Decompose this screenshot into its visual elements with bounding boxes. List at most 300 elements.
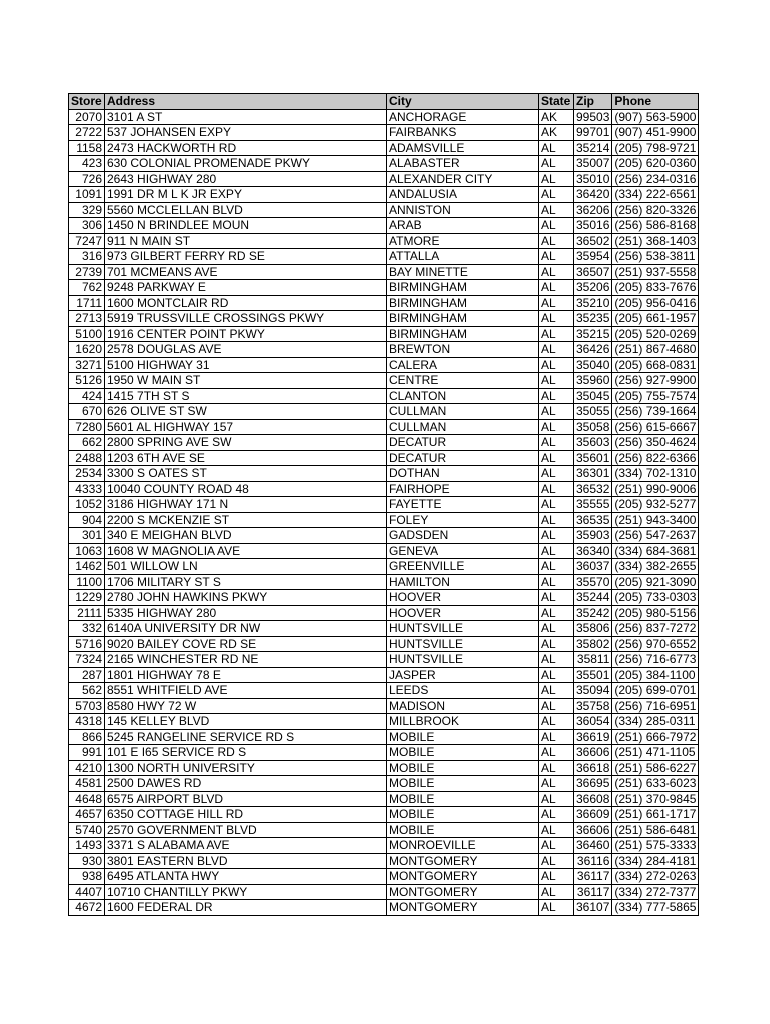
cell-city: DOTHAN [387, 466, 539, 482]
cell-zip: 36532 [574, 481, 612, 497]
cell-phone: (251) 370-9845 [612, 791, 699, 807]
cell-address: 1300 NORTH UNIVERSITY [105, 760, 387, 776]
cell-store: 2488 [69, 450, 105, 466]
cell-address: 5919 TRUSSVILLE CROSSINGS PKWY [105, 311, 387, 327]
cell-phone: (205) 520-0269 [612, 326, 699, 342]
cell-store: 2534 [69, 466, 105, 482]
cell-address: 2780 JOHN HAWKINS PKWY [105, 590, 387, 606]
cell-city: MONROEVILLE [387, 838, 539, 854]
cell-zip: 36054 [574, 714, 612, 730]
cell-city: HAMILTON [387, 574, 539, 590]
cell-store: 2722 [69, 125, 105, 141]
cell-state: AL [539, 280, 574, 296]
cell-store: 329 [69, 202, 105, 218]
cell-address: 2643 HIGHWAY 280 [105, 171, 387, 187]
table-row [69, 838, 699, 854]
table-row [69, 760, 699, 776]
header-phone: Phone [612, 94, 699, 110]
cell-store: 1063 [69, 543, 105, 559]
cell-phone: (251) 368-1403 [612, 233, 699, 249]
cell-zip: 35040 [574, 357, 612, 373]
table-row [69, 884, 699, 900]
table-row [69, 466, 699, 482]
cell-phone: (334) 777-5865 [612, 900, 699, 916]
cell-phone: (334) 284-4181 [612, 853, 699, 869]
cell-state: AL [539, 404, 574, 420]
cell-store: 316 [69, 249, 105, 265]
cell-store: 5716 [69, 636, 105, 652]
cell-state: AL [539, 187, 574, 203]
table-row [69, 621, 699, 637]
cell-zip: 36301 [574, 466, 612, 482]
cell-city: BIRMINGHAM [387, 311, 539, 327]
cell-state: AL [539, 822, 574, 838]
cell-zip: 35811 [574, 652, 612, 668]
cell-address: 5335 HIGHWAY 280 [105, 605, 387, 621]
cell-zip: 35954 [574, 249, 612, 265]
cell-city: ATTALLA [387, 249, 539, 265]
cell-phone: (256) 234-0316 [612, 171, 699, 187]
cell-zip: 35007 [574, 156, 612, 172]
cell-city: HOOVER [387, 590, 539, 606]
cell-state: AL [539, 543, 574, 559]
cell-phone: (334) 382-2655 [612, 559, 699, 575]
table-row [69, 388, 699, 404]
cell-store: 1091 [69, 187, 105, 203]
table-row [69, 590, 699, 606]
cell-state: AL [539, 900, 574, 916]
cell-address: 1950 W MAIN ST [105, 373, 387, 389]
cell-state: AL [539, 714, 574, 730]
cell-store: 424 [69, 388, 105, 404]
cell-zip: 36340 [574, 543, 612, 559]
cell-state: AL [539, 729, 574, 745]
cell-address: 10040 COUNTY ROAD 48 [105, 481, 387, 497]
cell-state: AL [539, 853, 574, 869]
cell-city: CULLMAN [387, 404, 539, 420]
cell-city: BREWTON [387, 342, 539, 358]
cell-address: 2578 DOUGLAS AVE [105, 342, 387, 358]
cell-state: AL [539, 807, 574, 823]
cell-phone: (256) 350-4624 [612, 435, 699, 451]
cell-phone: (251) 666-7972 [612, 729, 699, 745]
cell-store: 4672 [69, 900, 105, 916]
cell-city: MOBILE [387, 776, 539, 792]
cell-city: HOOVER [387, 605, 539, 621]
header-zip: Zip [574, 94, 612, 110]
cell-zip: 36609 [574, 807, 612, 823]
cell-zip: 35235 [574, 311, 612, 327]
cell-phone: (251) 575-3333 [612, 838, 699, 854]
cell-store: 4581 [69, 776, 105, 792]
cell-zip: 36206 [574, 202, 612, 218]
cell-state: AL [539, 605, 574, 621]
cell-city: MADISON [387, 698, 539, 714]
cell-zip: 36608 [574, 791, 612, 807]
cell-store: 5740 [69, 822, 105, 838]
cell-address: 3801 EASTERN BLVD [105, 853, 387, 869]
cell-zip: 36420 [574, 187, 612, 203]
cell-zip: 35244 [574, 590, 612, 606]
header-state: State [539, 94, 574, 110]
table-row [69, 187, 699, 203]
cell-address: 2800 SPRING AVE SW [105, 435, 387, 451]
cell-phone: (907) 563-5900 [612, 109, 699, 125]
table-row [69, 683, 699, 699]
cell-address: 2500 DAWES RD [105, 776, 387, 792]
cell-store: 1493 [69, 838, 105, 854]
cell-state: AL [539, 667, 574, 683]
cell-store: 1711 [69, 295, 105, 311]
cell-state: AL [539, 233, 574, 249]
cell-address: 2473 HACKWORTH RD [105, 140, 387, 156]
cell-zip: 35206 [574, 280, 612, 296]
table-row [69, 543, 699, 559]
cell-store: 762 [69, 280, 105, 296]
cell-state: AL [539, 776, 574, 792]
table-row [69, 280, 699, 296]
cell-address: 5560 MCCLELLAN BLVD [105, 202, 387, 218]
cell-phone: (256) 716-6773 [612, 652, 699, 668]
cell-zip: 35603 [574, 435, 612, 451]
cell-state: AL [539, 636, 574, 652]
cell-city: ANDALUSIA [387, 187, 539, 203]
table-row [69, 636, 699, 652]
cell-phone: (251) 471-1105 [612, 745, 699, 761]
cell-phone: (251) 633-6023 [612, 776, 699, 792]
cell-address: 701 MCMEANS AVE [105, 264, 387, 280]
cell-store: 1158 [69, 140, 105, 156]
cell-city: MONTGOMERY [387, 900, 539, 916]
cell-state: AL [539, 590, 574, 606]
cell-city: ALABASTER [387, 156, 539, 172]
cell-state: AL [539, 698, 574, 714]
cell-zip: 35058 [574, 419, 612, 435]
cell-address: 2200 S MCKENZIE ST [105, 512, 387, 528]
cell-store: 2713 [69, 311, 105, 327]
cell-city: MILLBROOK [387, 714, 539, 730]
cell-city: MONTGOMERY [387, 869, 539, 885]
cell-address: 2570 GOVERNMENT BLVD [105, 822, 387, 838]
cell-state: AL [539, 528, 574, 544]
cell-address: 5601 AL HIGHWAY 157 [105, 419, 387, 435]
cell-city: ATMORE [387, 233, 539, 249]
cell-state: AL [539, 574, 574, 590]
table-row [69, 140, 699, 156]
cell-address: 3300 S OATES ST [105, 466, 387, 482]
cell-zip: 99701 [574, 125, 612, 141]
cell-address: 6140A UNIVERSITY DR NW [105, 621, 387, 637]
cell-phone: (256) 820-3326 [612, 202, 699, 218]
cell-store: 670 [69, 404, 105, 420]
cell-address: 6495 ATLANTA HWY [105, 869, 387, 885]
cell-state: AL [539, 621, 574, 637]
cell-state: AL [539, 419, 574, 435]
cell-store: 1462 [69, 559, 105, 575]
cell-zip: 36619 [574, 729, 612, 745]
table-row [69, 497, 699, 513]
cell-store: 4407 [69, 884, 105, 900]
cell-store: 562 [69, 683, 105, 699]
cell-city: JASPER [387, 667, 539, 683]
cell-store: 301 [69, 528, 105, 544]
table-row [69, 109, 699, 125]
cell-zip: 35501 [574, 667, 612, 683]
cell-store: 938 [69, 869, 105, 885]
cell-store: 306 [69, 218, 105, 234]
table-row [69, 450, 699, 466]
table-row [69, 264, 699, 280]
cell-phone: (205) 699-0701 [612, 683, 699, 699]
cell-zip: 35094 [574, 683, 612, 699]
cell-city: ADAMSVILLE [387, 140, 539, 156]
cell-state: AL [539, 218, 574, 234]
cell-city: MOBILE [387, 807, 539, 823]
cell-address: 626 OLIVE ST SW [105, 404, 387, 420]
cell-address: 101 E I65 SERVICE RD S [105, 745, 387, 761]
cell-address: 1916 CENTER POINT PKWY [105, 326, 387, 342]
cell-address: 1608 W MAGNOLIA AVE [105, 543, 387, 559]
cell-zip: 35210 [574, 295, 612, 311]
cell-address: 6350 COTTAGE HILL RD [105, 807, 387, 823]
cell-city: BIRMINGHAM [387, 280, 539, 296]
cell-zip: 36606 [574, 822, 612, 838]
cell-city: ARAB [387, 218, 539, 234]
header-address: Address [105, 94, 387, 110]
table-row [69, 745, 699, 761]
cell-store: 3271 [69, 357, 105, 373]
cell-zip: 35214 [574, 140, 612, 156]
cell-state: AL [539, 357, 574, 373]
cell-zip: 36116 [574, 853, 612, 869]
cell-city: CULLMAN [387, 419, 539, 435]
table-row [69, 435, 699, 451]
table-row [69, 295, 699, 311]
cell-state: AL [539, 435, 574, 451]
cell-store: 1100 [69, 574, 105, 590]
cell-city: FAIRHOPE [387, 481, 539, 497]
table-row [69, 822, 699, 838]
cell-address: 145 KELLEY BLVD [105, 714, 387, 730]
table-row [69, 807, 699, 823]
cell-state: AL [539, 652, 574, 668]
cell-zip: 36107 [574, 900, 612, 916]
cell-phone: (205) 620-0360 [612, 156, 699, 172]
cell-city: CALERA [387, 357, 539, 373]
cell-address: 5100 HIGHWAY 31 [105, 357, 387, 373]
cell-address: 1450 N BRINDLEE MOUN [105, 218, 387, 234]
cell-zip: 35570 [574, 574, 612, 590]
table-row [69, 512, 699, 528]
cell-state: AL [539, 512, 574, 528]
cell-city: CLANTON [387, 388, 539, 404]
cell-address: 1203 6TH AVE SE [105, 450, 387, 466]
cell-store: 4648 [69, 791, 105, 807]
table-row [69, 373, 699, 389]
cell-phone: (256) 538-3811 [612, 249, 699, 265]
table-row [69, 171, 699, 187]
table-row [69, 729, 699, 745]
cell-store: 423 [69, 156, 105, 172]
cell-zip: 36117 [574, 869, 612, 885]
cell-state: AL [539, 326, 574, 342]
cell-city: HUNTSVILLE [387, 621, 539, 637]
cell-phone: (251) 937-5558 [612, 264, 699, 280]
cell-store: 4333 [69, 481, 105, 497]
cell-city: MOBILE [387, 791, 539, 807]
cell-phone: (256) 927-9900 [612, 373, 699, 389]
cell-address: 5245 RANGELINE SERVICE RD S [105, 729, 387, 745]
cell-phone: (334) 684-3681 [612, 543, 699, 559]
cell-city: FOLEY [387, 512, 539, 528]
cell-store: 1620 [69, 342, 105, 358]
cell-state: AL [539, 140, 574, 156]
cell-address: 3371 S ALABAMA AVE [105, 838, 387, 854]
table-row [69, 481, 699, 497]
cell-phone: (205) 833-7676 [612, 280, 699, 296]
cell-state: AL [539, 884, 574, 900]
cell-state: AL [539, 791, 574, 807]
cell-state: AL [539, 388, 574, 404]
cell-city: MOBILE [387, 760, 539, 776]
cell-city: DECATUR [387, 450, 539, 466]
cell-zip: 35903 [574, 528, 612, 544]
cell-state: AL [539, 373, 574, 389]
cell-state: AL [539, 497, 574, 513]
table-row [69, 125, 699, 141]
cell-zip: 35601 [574, 450, 612, 466]
cell-store: 1229 [69, 590, 105, 606]
cell-state: AL [539, 202, 574, 218]
cell-phone: (334) 285-0311 [612, 714, 699, 730]
cell-city: ANNISTON [387, 202, 539, 218]
table-row [69, 853, 699, 869]
cell-zip: 35758 [574, 698, 612, 714]
table-row [69, 202, 699, 218]
cell-phone: (334) 272-0263 [612, 869, 699, 885]
cell-zip: 36502 [574, 233, 612, 249]
cell-address: 537 JOHANSEN EXPY [105, 125, 387, 141]
cell-store: 662 [69, 435, 105, 451]
cell-store: 2739 [69, 264, 105, 280]
cell-state: AL [539, 249, 574, 265]
cell-address: 1600 FEDERAL DR [105, 900, 387, 916]
cell-phone: (251) 943-3400 [612, 512, 699, 528]
table-row [69, 249, 699, 265]
cell-address: 630 COLONIAL PROMENADE PKWY [105, 156, 387, 172]
header-row [69, 94, 699, 110]
cell-zip: 36535 [574, 512, 612, 528]
cell-phone: (251) 990-9006 [612, 481, 699, 497]
cell-store: 332 [69, 621, 105, 637]
cell-address: 1801 HIGHWAY 78 E [105, 667, 387, 683]
table-row [69, 311, 699, 327]
store-table [68, 93, 699, 916]
cell-zip: 35806 [574, 621, 612, 637]
cell-zip: 35010 [574, 171, 612, 187]
cell-zip: 36037 [574, 559, 612, 575]
cell-city: GREENVILLE [387, 559, 539, 575]
cell-zip: 35960 [574, 373, 612, 389]
header-city: City [387, 94, 539, 110]
cell-state: AL [539, 295, 574, 311]
cell-zip: 35242 [574, 605, 612, 621]
table-row [69, 342, 699, 358]
cell-state: AK [539, 109, 574, 125]
cell-zip: 35802 [574, 636, 612, 652]
table-row [69, 776, 699, 792]
cell-address: 8580 HWY 72 W [105, 698, 387, 714]
cell-state: AL [539, 481, 574, 497]
table-row [69, 791, 699, 807]
cell-city: MOBILE [387, 729, 539, 745]
cell-phone: (205) 668-0831 [612, 357, 699, 373]
cell-store: 866 [69, 729, 105, 745]
cell-city: MOBILE [387, 822, 539, 838]
cell-city: HUNTSVILLE [387, 636, 539, 652]
table-row [69, 218, 699, 234]
cell-city: BIRMINGHAM [387, 295, 539, 311]
cell-phone: (256) 716-6951 [612, 698, 699, 714]
cell-address: 1415 7TH ST S [105, 388, 387, 404]
table-row [69, 869, 699, 885]
cell-phone: (256) 547-2637 [612, 528, 699, 544]
cell-phone: (205) 384-1100 [612, 667, 699, 683]
cell-city: DECATUR [387, 435, 539, 451]
cell-address: 1600 MONTCLAIR RD [105, 295, 387, 311]
cell-zip: 35045 [574, 388, 612, 404]
cell-state: AL [539, 760, 574, 776]
cell-store: 2070 [69, 109, 105, 125]
cell-address: 2165 WINCHESTER RD NE [105, 652, 387, 668]
cell-store: 4210 [69, 760, 105, 776]
table-row [69, 326, 699, 342]
cell-zip: 36618 [574, 760, 612, 776]
cell-phone: (251) 661-1717 [612, 807, 699, 823]
cell-address: 9248 PARKWAY E [105, 280, 387, 296]
cell-phone: (251) 867-4680 [612, 342, 699, 358]
cell-zip: 35555 [574, 497, 612, 513]
cell-phone: (205) 733-0303 [612, 590, 699, 606]
cell-state: AL [539, 559, 574, 575]
cell-state: AL [539, 450, 574, 466]
cell-phone: (205) 921-3090 [612, 574, 699, 590]
cell-store: 4657 [69, 807, 105, 823]
cell-city: ALEXANDER CITY [387, 171, 539, 187]
table-row [69, 528, 699, 544]
cell-address: 3186 HIGHWAY 171 N [105, 497, 387, 513]
cell-city: GADSDEN [387, 528, 539, 544]
cell-phone: (205) 980-5156 [612, 605, 699, 621]
cell-state: AL [539, 156, 574, 172]
cell-city: FAIRBANKS [387, 125, 539, 141]
table-row [69, 156, 699, 172]
cell-address: 3101 A ST [105, 109, 387, 125]
cell-address: 1706 MILITARY ST S [105, 574, 387, 590]
cell-phone: (256) 822-6366 [612, 450, 699, 466]
cell-address: 8551 WHITFIELD AVE [105, 683, 387, 699]
table-row [69, 900, 699, 916]
cell-store: 5126 [69, 373, 105, 389]
cell-address: 1991 DR M L K JR EXPY [105, 187, 387, 203]
table-row [69, 667, 699, 683]
cell-zip: 35016 [574, 218, 612, 234]
cell-zip: 36426 [574, 342, 612, 358]
cell-zip: 36460 [574, 838, 612, 854]
cell-city: BAY MINETTE [387, 264, 539, 280]
cell-zip: 99503 [574, 109, 612, 125]
cell-zip: 36695 [574, 776, 612, 792]
